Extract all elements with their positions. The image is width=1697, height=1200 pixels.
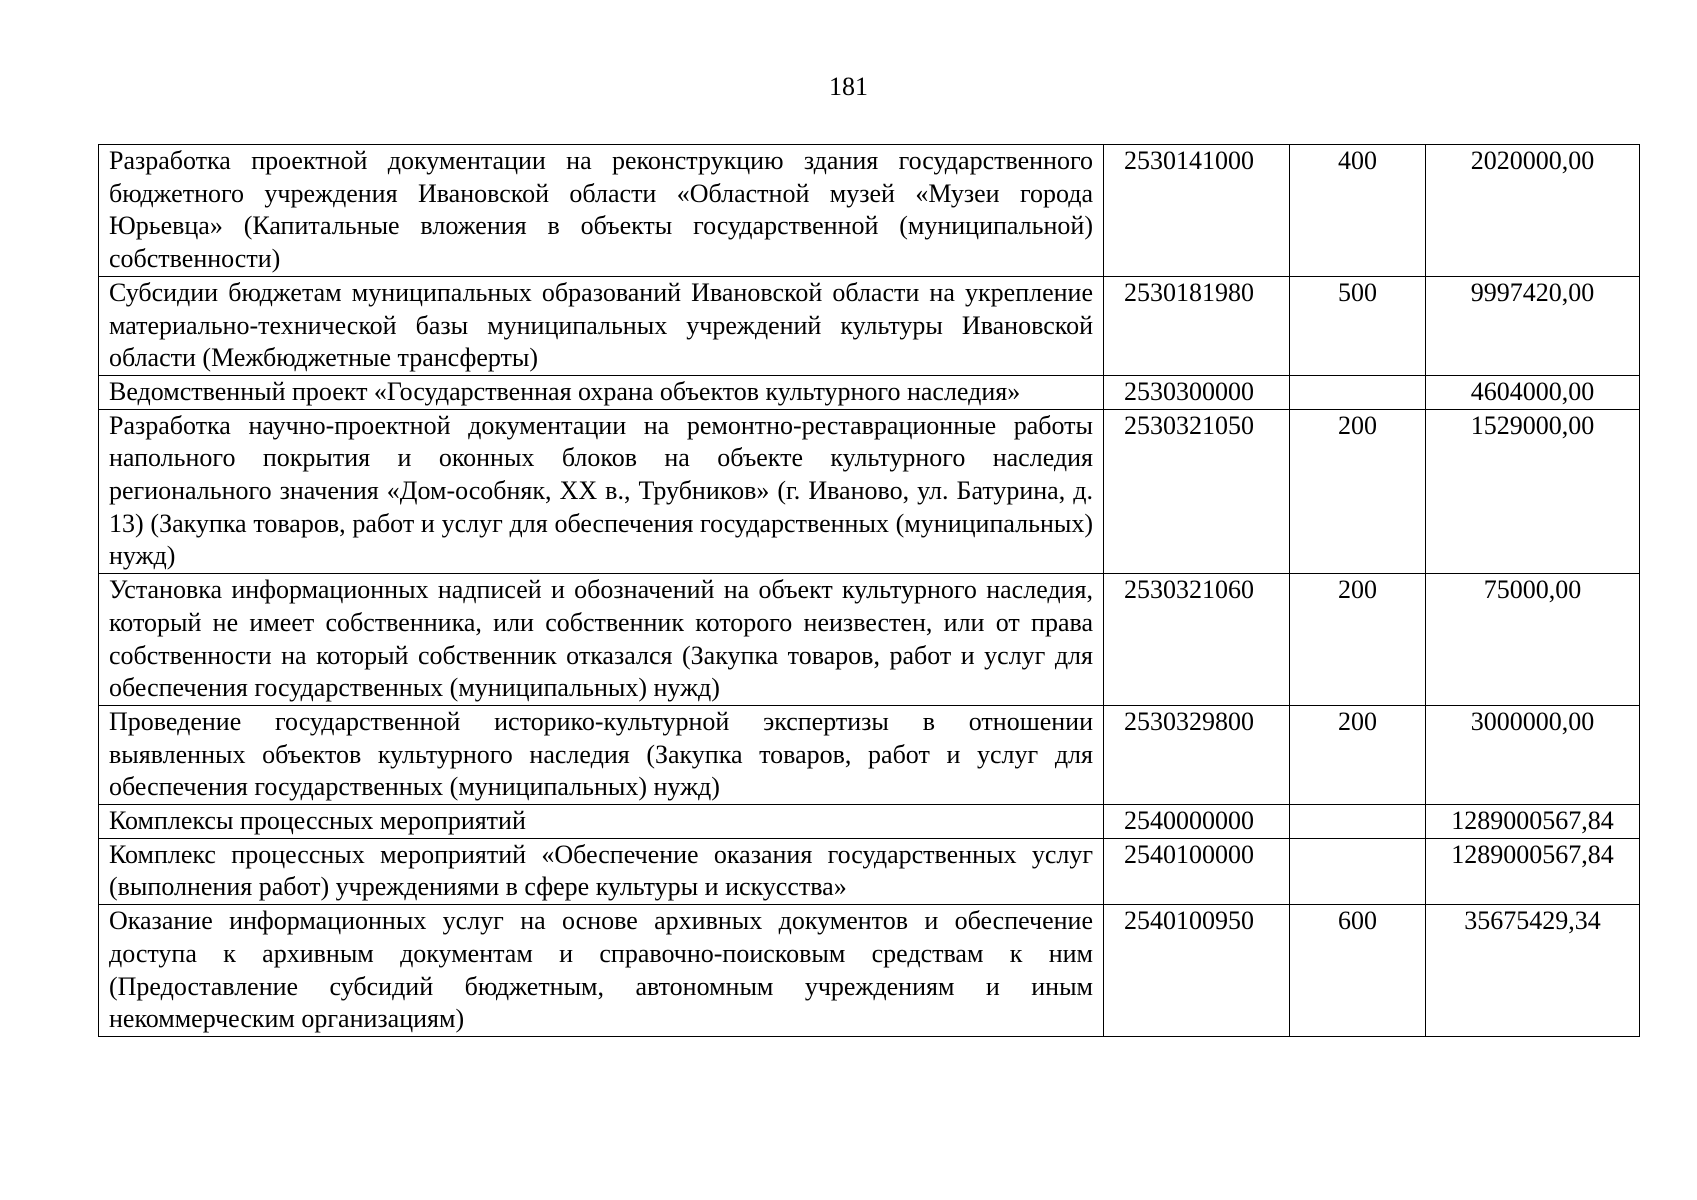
expense-type-cell: 500: [1290, 276, 1426, 375]
sum-cell: 3000000,00: [1426, 705, 1640, 804]
target-code-cell: 2540000000: [1104, 805, 1290, 839]
expense-type-cell: 400: [1290, 145, 1426, 277]
table-row: [99, 805, 1640, 839]
table-row: [99, 905, 1640, 1037]
target-code-cell: 2530141000: [1104, 145, 1290, 277]
item-name-cell: Проведение государственной историко-культурной экспертизы в отношении выявленных объектов культурного наследия (Закупка товаров, работ и услуг для обеспечения государственных (муниципальных) нужд): [99, 705, 1104, 804]
item-name-cell: Разработка научно-проектной документации на ремонтно-реставрационные работы напольного покрытия и оконных блоков на объекте культурного наследия регионального значения «Дом-особняк, XX в., Трубников» (г. Иваново, ул. Батурина, д. 13) (Закупка товаров, работ и услуг для обеспечения государственных (муниципальных) нужд): [99, 409, 1104, 574]
item-name-cell: Субсидии бюджетам муниципальных образований Ивановской области на укрепление материально-технической базы муниципальных учреждений культуры Ивановской области (Межбюджетные трансферты): [99, 276, 1104, 375]
sum-cell: 35675429,34: [1426, 905, 1640, 1037]
expense-type-cell: 200: [1290, 574, 1426, 706]
page-number: 181: [829, 72, 868, 101]
table-row: [99, 409, 1640, 574]
item-name-cell: Разработка проектной документации на реконструкцию здания государственного бюджетного учреждения Ивановской области «Областной музей «Музеи города Юрьевца» (Капитальные вложения в объекты государственной (муниципальной) собственности): [99, 145, 1104, 277]
item-name-cell: Комплекс процессных мероприятий «Обеспечение оказания государственных услуг (выполнения работ) учреждениями в сфере культуры и искусства»: [99, 838, 1104, 904]
sum-cell: 2020000,00: [1426, 145, 1640, 277]
expense-type-cell: [1290, 805, 1426, 839]
item-name-cell: Ведомственный проект «Государственная охрана объектов культурного наследия»: [99, 375, 1104, 409]
sum-cell: 4604000,00: [1426, 375, 1640, 409]
expense-type-cell: [1290, 838, 1426, 904]
table-row: [99, 574, 1640, 706]
table-row: [99, 838, 1640, 904]
sum-cell: 1289000567,84: [1426, 805, 1640, 839]
sum-cell: 9997420,00: [1426, 276, 1640, 375]
expense-type-cell: 200: [1290, 409, 1426, 574]
target-code-cell: 2540100000: [1104, 838, 1290, 904]
target-code-cell: 2530300000: [1104, 375, 1290, 409]
target-code-cell: 2530321050: [1104, 409, 1290, 574]
sum-cell: 75000,00: [1426, 574, 1640, 706]
target-code-cell: 2530329800: [1104, 705, 1290, 804]
expense-type-cell: [1290, 375, 1426, 409]
sum-cell: 1529000,00: [1426, 409, 1640, 574]
expense-type-cell: 200: [1290, 705, 1426, 804]
item-name-cell: Установка информационных надписей и обозначений на объект культурного наследия, который не имеет собственника, или собственник которого неизвестен, или от права собственности на который собственник отказался (Закупка товаров, работ и услуг для обеспечения государственных (муниципальных) нужд): [99, 574, 1104, 706]
target-code-cell: 2540100950: [1104, 905, 1290, 1037]
target-code-cell: 2530181980: [1104, 276, 1290, 375]
table-row: [99, 276, 1640, 375]
table-row: [99, 705, 1640, 804]
expense-type-cell: 600: [1290, 905, 1426, 1037]
sum-cell: 1289000567,84: [1426, 838, 1640, 904]
item-name-cell: Оказание информационных услуг на основе архивных документов и обеспечение доступа к архивным документам и справочно-поисковым средствам к ним (Предоставление субсидий бюджетным, автономным учреждениям и иным некоммерческим организациям): [99, 905, 1104, 1037]
item-name-cell: Комплексы процессных мероприятий: [99, 805, 1104, 839]
target-code-cell: 2530321060: [1104, 574, 1290, 706]
table-row: [99, 145, 1640, 277]
table-row: [99, 375, 1640, 409]
budget-table: [98, 144, 1640, 1037]
